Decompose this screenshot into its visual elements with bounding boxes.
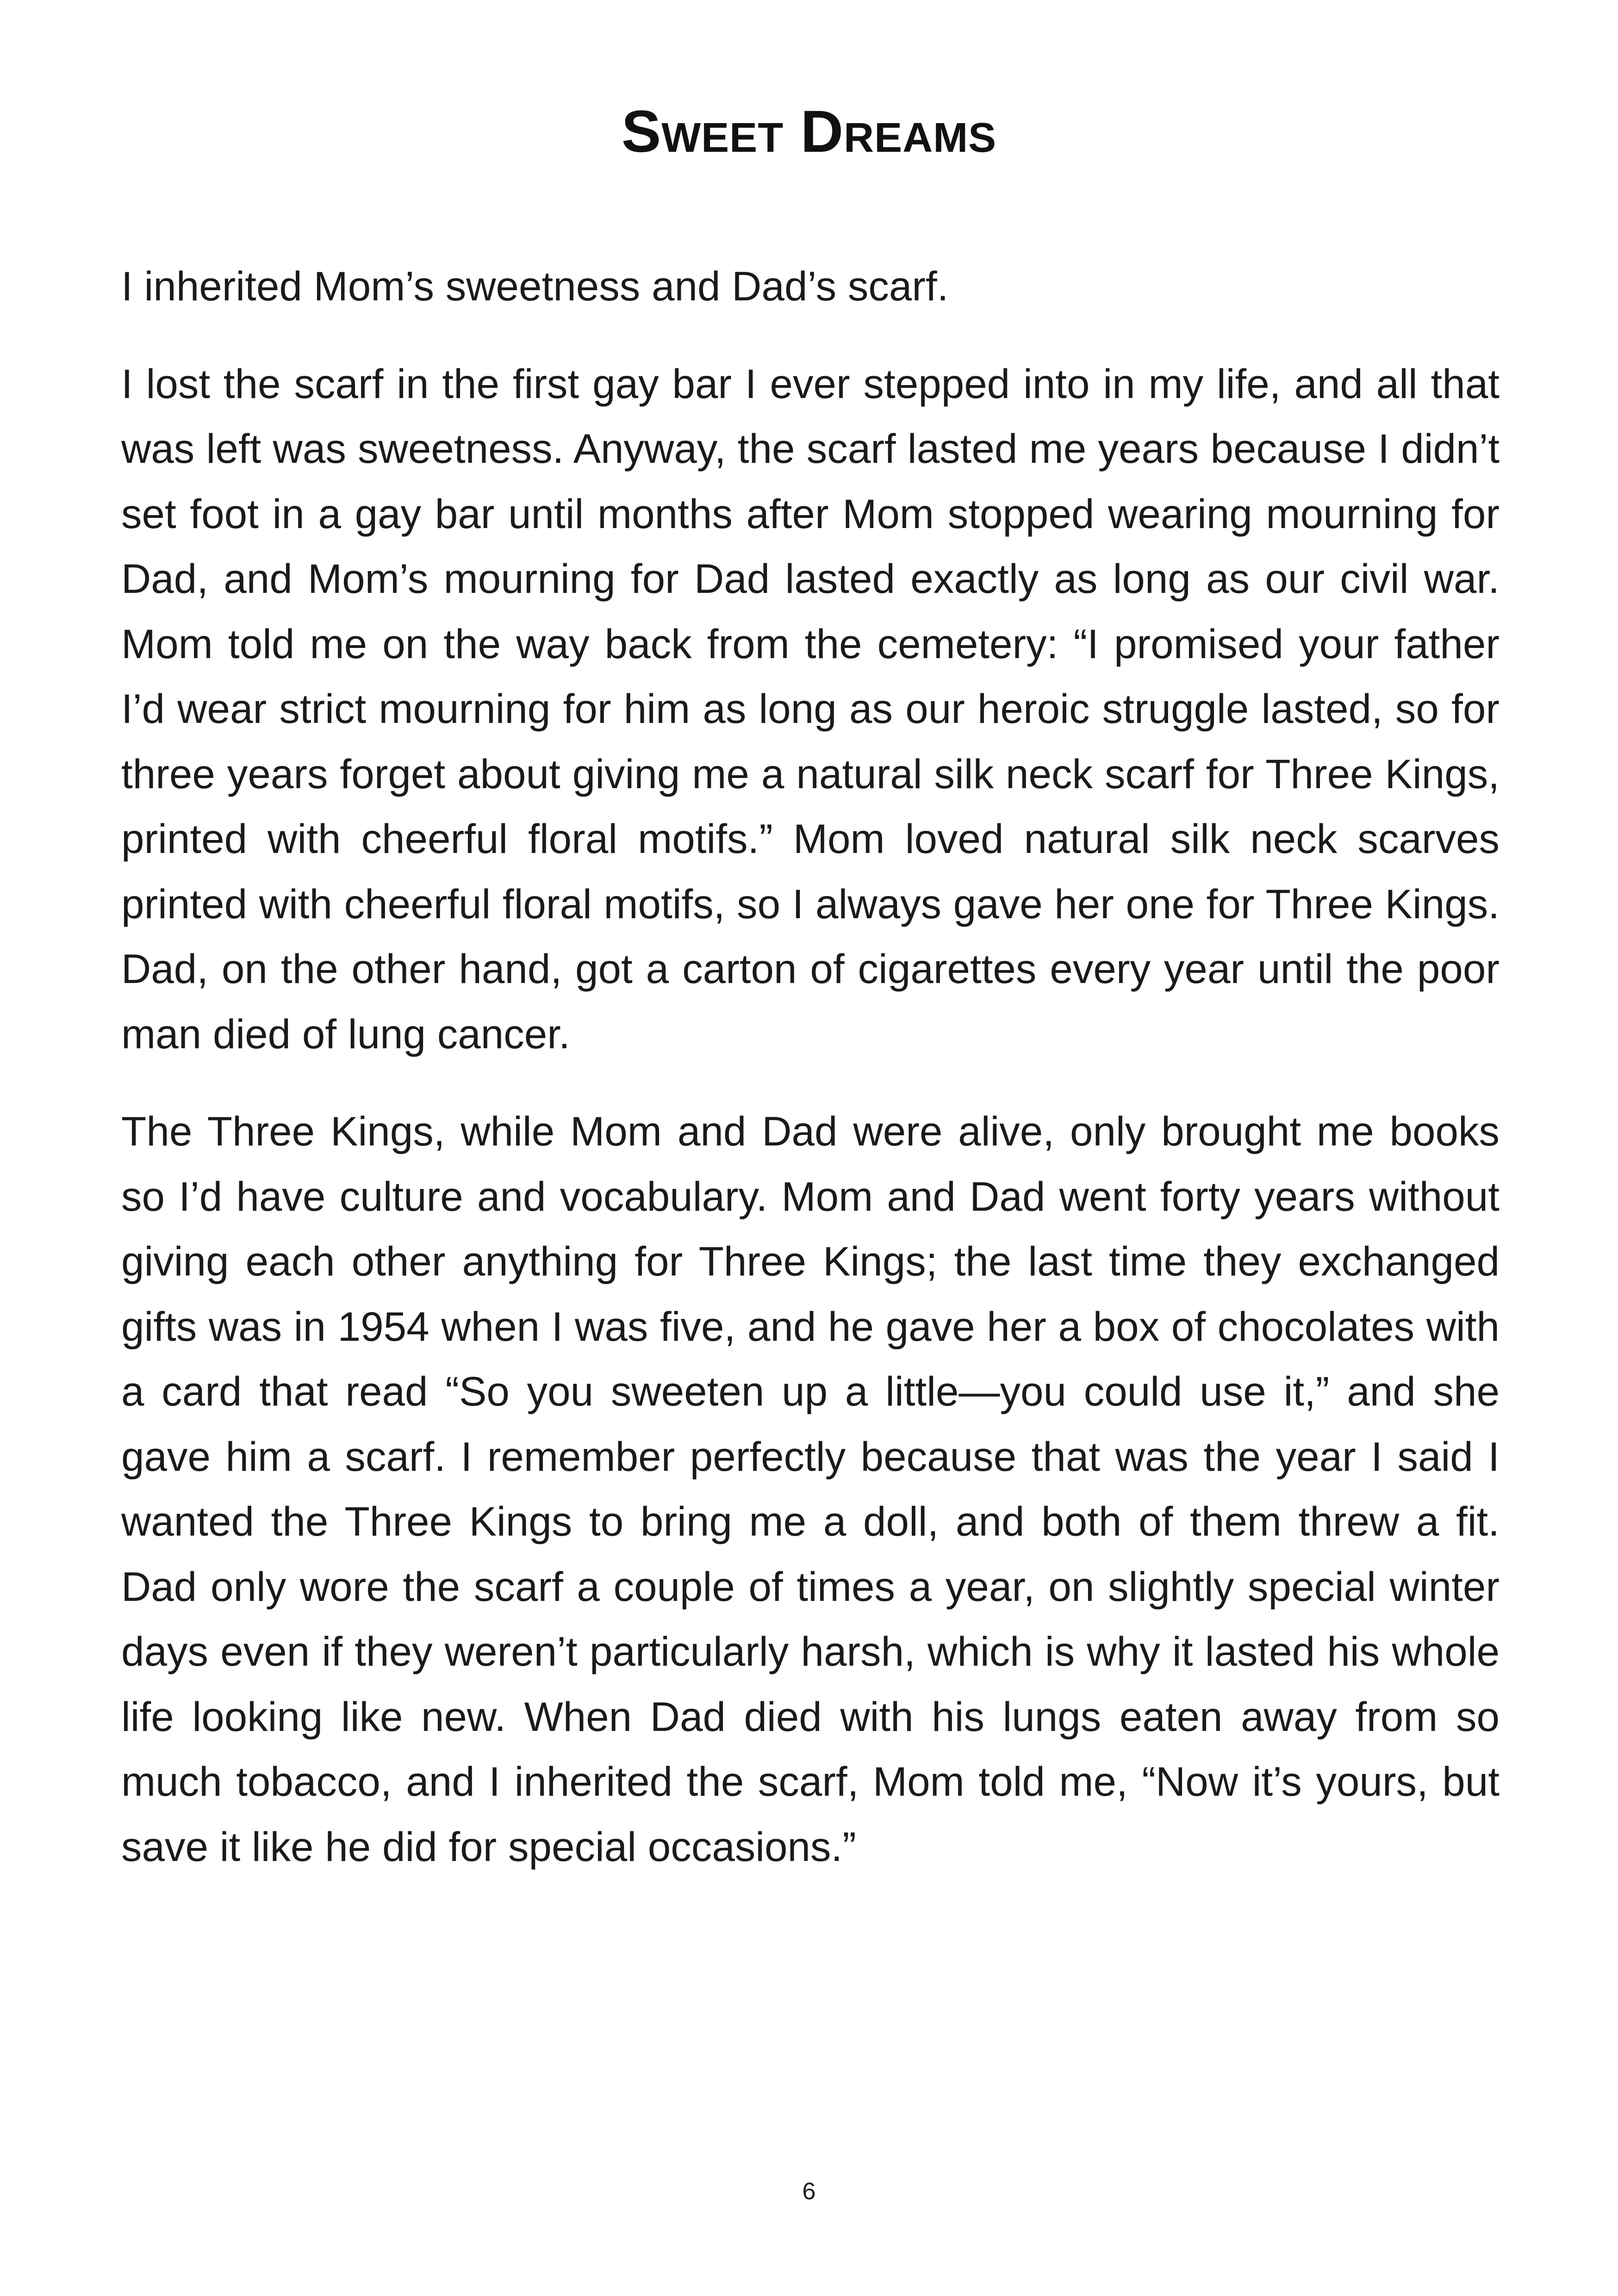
paragraph-1: I inherited Mom’s sweetness and Dad’s scarf. (121, 263, 949, 309)
page-number: 6 (802, 2178, 816, 2205)
paragraph-3: The Three Kings, while Mom and Dad were alive, only brought me books so I’d have culture and vocabulary. Mom and Dad went forty years without giving each other anything for Three Kings; the last time they exchanged gifts was in 1954 when I was five, and he gave her a box of chocolates with a card that read “So you sweeten up a little—you could use it,” and she gave him a scarf. I remember perfectly because that was the year I said I wanted the Three Kings to bring me a doll, and both of them threw a fit. Dad only wore the scarf a couple of times a year, on slightly special winter days even if they weren’t particularly harsh, which is why it lasted his whole life looking like new. When Dad died with his lungs eaten away from so much tobacco, and I inherited the scarf, Mom told me, “Now it’s yours, but save it like he did for special occasions.” (121, 1108, 1500, 1870)
chapter-body (121, 254, 1500, 1911)
paragraph-2: I lost the scarf in the first gay bar I ever stepped into in my life, and all that was left was sweetness. Anyway, the scarf lasted me years because I didn’t set foot in a gay bar until months after Mom stopped wearing mourning for Dad, and Mom’s mourning for Dad lasted exactly as long as our civil war. Mom told me on the way back from the cemetery: “I promised your father I’d wear strict mourning for him as long as our heroic struggle lasted, so for three years forget about giving me a natural silk neck scarf for Three Kings, printed with cheerful floral motifs.” Mom loved natural silk neck scarves printed with cheerful floral motifs, so I always gave her one for Three Kings. Dad, on the other hand, got a carton of cigarettes every year until the poor man died of lung cancer. (121, 360, 1500, 1057)
chapter-title: Sweet Dreams (621, 99, 997, 165)
